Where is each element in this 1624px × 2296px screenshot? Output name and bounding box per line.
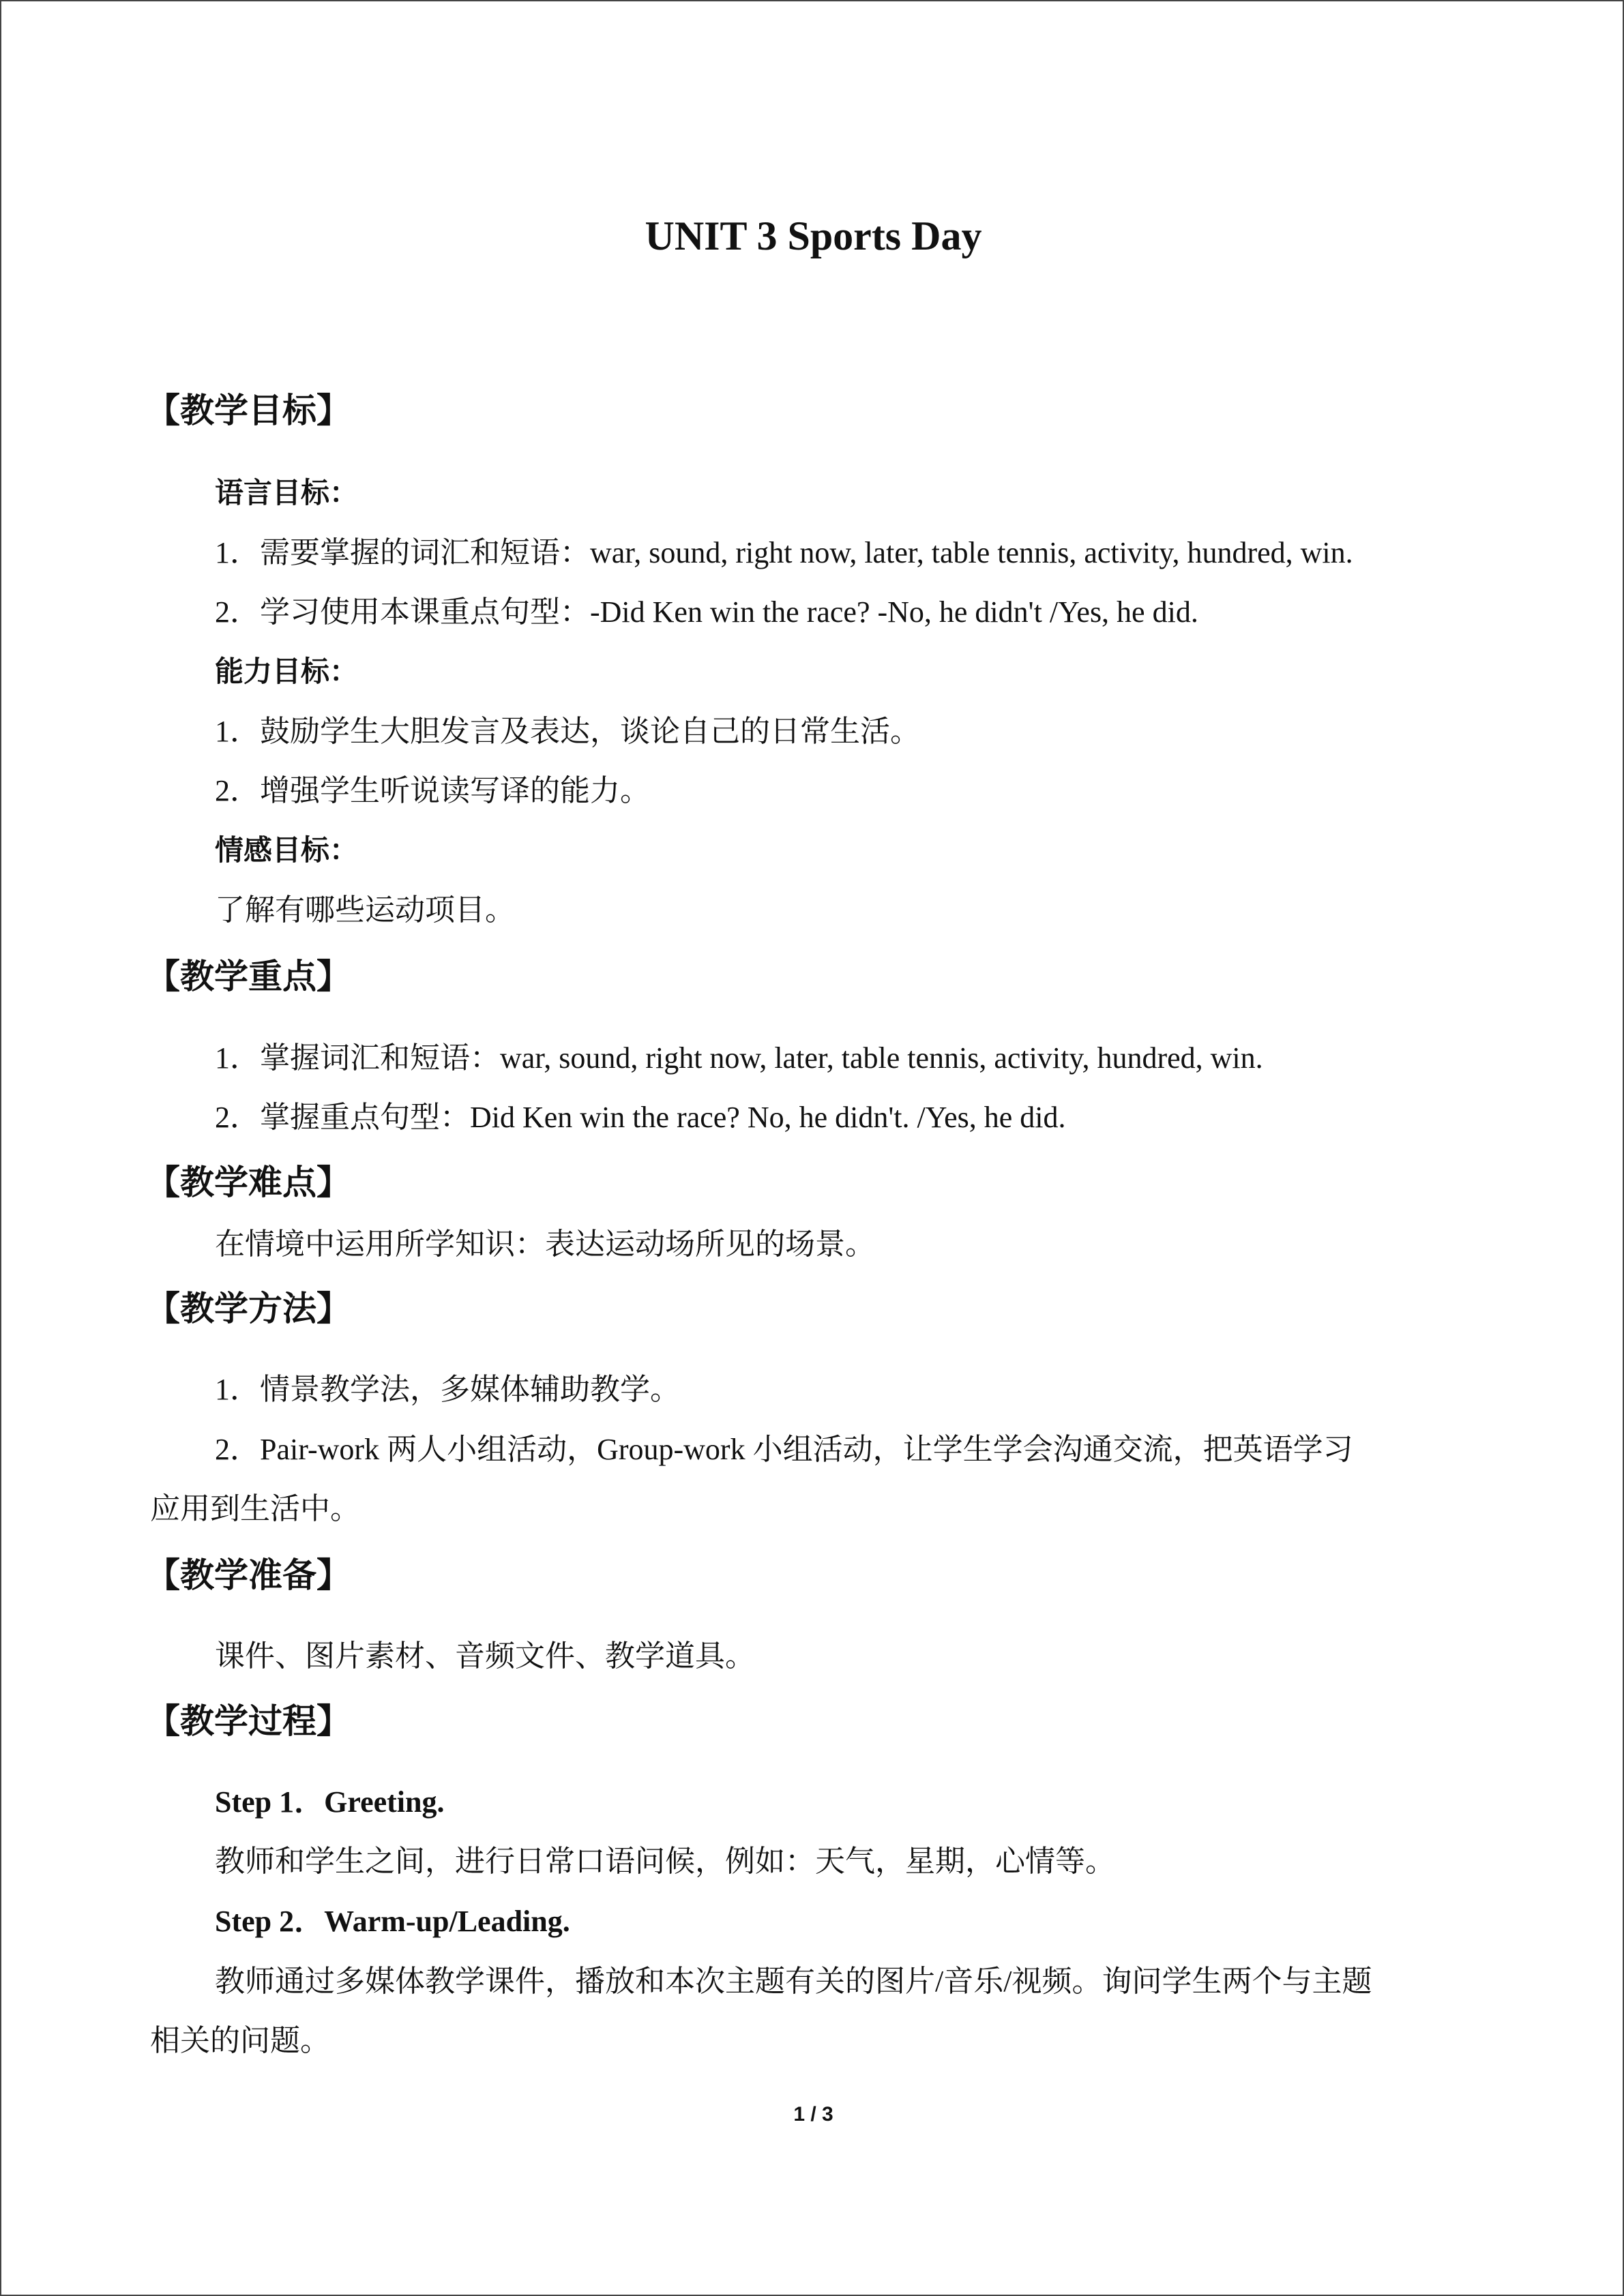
step-1-title: Step 1．Greeting.: [215, 1785, 445, 1819]
language-goal-1: 1．需要掌握的词汇和短语：war, sound, right now, later, table tennis, activity, hundred, win.: [215, 536, 1353, 569]
step-2-text-line-1: 教师通过多媒体教学课件，播放和本次主题有关的图片/音乐/视频。询问学生两个与主题: [215, 1965, 1372, 1998]
step-2-title: Step 2．Warm-up/Leading.: [215, 1905, 570, 1938]
language-goals-label: 语言目标：: [215, 476, 359, 509]
section-heading-difficulties: 【教学难点】: [146, 1163, 351, 1202]
document-title: UNIT 3 Sports Day: [645, 213, 982, 258]
step-2-text-line-2: 相关的问题。: [150, 2024, 330, 2057]
ability-goals-label: 能力目标：: [215, 655, 359, 688]
difficulty-1: 在情境中运用所学知识：表达运动场所见的场景。: [215, 1227, 875, 1261]
method-2-line-2: 应用到生活中。: [150, 1492, 360, 1525]
section-heading-keypoints: 【教学重点】: [146, 957, 351, 996]
section-heading-goals: 【教学目标】: [146, 391, 351, 430]
section-heading-preparation: 【教学准备】: [146, 1555, 351, 1595]
section-heading-methods: 【教学方法】: [146, 1289, 351, 1328]
keypoint-1: 1．掌握词汇和短语：war, sound, right now, later, table tennis, activity, hundred, win.: [215, 1041, 1263, 1075]
page-number: 1 / 3: [793, 2103, 833, 2126]
ability-goal-2: 2．增强学生听说读写译的能力。: [215, 774, 650, 807]
keypoint-2: 2．掌握重点句型：Did Ken win the race? No, he didn't. /Yes, he did.: [215, 1101, 1066, 1134]
step-1-text: 教师和学生之间，进行日常口语问候，例如：天气，星期，心情等。: [215, 1845, 1115, 1878]
section-heading-process: 【教学过程】: [146, 1701, 351, 1741]
preparation-1: 课件、图片素材、音频文件、教学道具。: [215, 1639, 755, 1673]
method-1: 1．情景教学法，多媒体辅助教学。: [215, 1373, 680, 1406]
emotion-goal-1: 了解有哪些运动项目。: [215, 893, 515, 927]
language-goal-2: 2．学习使用本课重点句型：-Did Ken win the race? -No, he didn't /Yes, he did.: [215, 595, 1198, 629]
method-2-line-1: 2．Pair-work 两人小组活动，Group-work 小组活动，让学生学会沟通交流，把英语学习: [215, 1433, 1353, 1466]
emotion-goals-label: 情感目标：: [215, 833, 359, 867]
ability-goal-1: 1．鼓励学生大胆发言及表达，谈论自己的日常生活。: [215, 715, 920, 748]
